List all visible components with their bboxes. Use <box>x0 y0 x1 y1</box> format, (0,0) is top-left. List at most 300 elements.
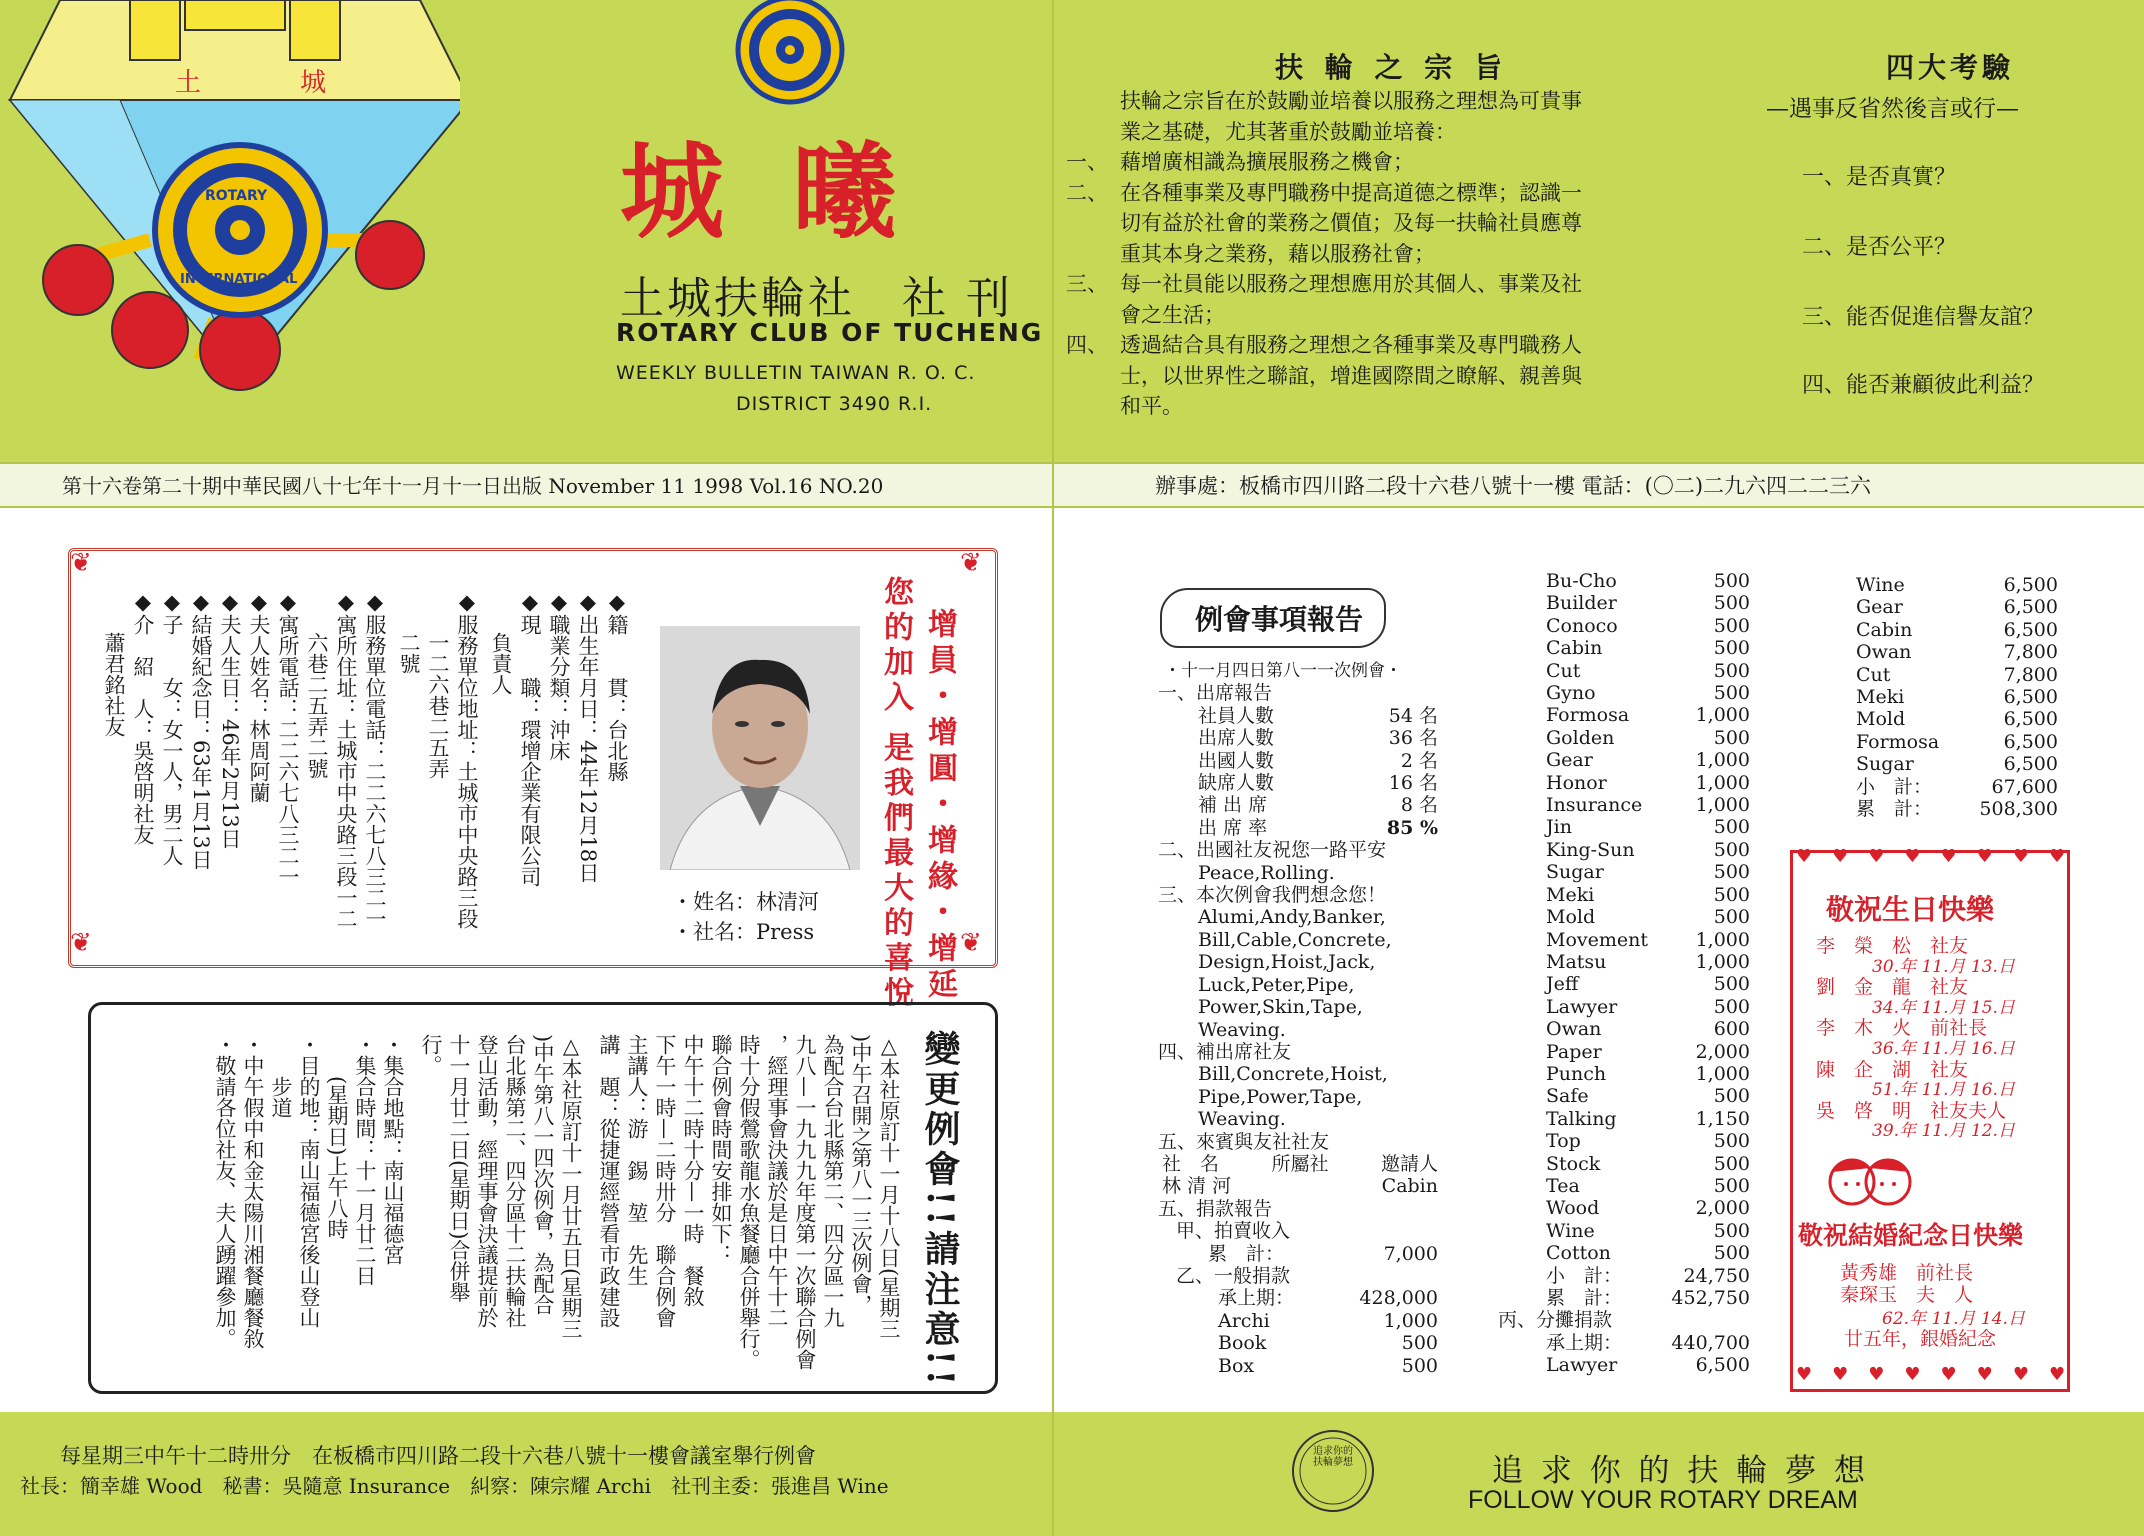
donor: Mold <box>1856 708 1906 731</box>
change-col: ・中午假中和金太陽川湘餐廳餐敘 <box>241 1034 265 1349</box>
absent-line: Weaving. <box>1198 1018 1286 1041</box>
change-col: ・集合時間：十一月廿二日 <box>353 1034 377 1286</box>
amount: 500 <box>1713 906 1750 929</box>
guest-cell: Cabin <box>1381 1175 1438 1198</box>
change-col: 時十分假鶯歌龍水魚餐廳合併舉行。 <box>737 1034 761 1370</box>
donation-row <box>1546 1153 1750 1175</box>
amount: 500 <box>1401 1354 1438 1377</box>
attendance-row <box>1198 817 1438 839</box>
anniversary-note: 廿五年，銀婚紀念 <box>1844 1328 1997 1350</box>
member-detail-col: ◆服務單位電話：二二六七八三二一 <box>363 590 387 929</box>
amount: 428,000 <box>1359 1287 1438 1310</box>
donation-row <box>1546 749 1750 771</box>
amount: 500 <box>1713 682 1750 705</box>
birthday-list <box>1816 936 2056 1142</box>
amount: 500 <box>1713 659 1750 682</box>
donation-row <box>1546 906 1750 928</box>
object-item-line: 重其本身之業務，藉以服務社會； <box>1120 241 1435 266</box>
donation-row <box>1546 973 1750 995</box>
amount: 1,000 <box>1695 950 1750 973</box>
donor: 承上期： <box>1218 1287 1295 1310</box>
amount: 500 <box>1713 995 1750 1018</box>
four-way-title: 四大考驗 <box>1886 51 2015 84</box>
attendance-label: 出席人數 <box>1198 727 1275 750</box>
member-detail-col: 蕭君銘社友 <box>102 590 126 737</box>
abroad-names: Peace,Rolling. <box>1198 861 1335 884</box>
amount: 6,500 <box>2003 596 2058 619</box>
donor: Meki <box>1546 883 1595 906</box>
four-way-item: 一、是否真實？ <box>1802 165 1957 190</box>
anniversary-date: 62.年 11.月 14.日 <box>1882 1309 2025 1329</box>
auction-total-value: 7,000 <box>1383 1242 1438 1265</box>
amount: 6,500 <box>2003 753 2058 776</box>
donation-row <box>1546 704 1750 726</box>
donor: Formosa <box>1856 730 1940 753</box>
member-detail-col: ◆寓所電話：二二六七八三二一 <box>276 590 300 887</box>
guest-col: 邀請人 <box>1380 1152 1438 1175</box>
amount: 2,000 <box>1695 1040 1750 1063</box>
member-detail-col: ◆夫人姓名：林周阿蘭 <box>247 590 271 803</box>
makeup-line: Bill,Concrete,Hoist, <box>1198 1063 1388 1086</box>
amount: 440,700 <box>1671 1331 1750 1354</box>
issue-info: 第十六卷第二十期中華民國八十七年十一月十一日出版 November 11 1998 Vol.16 NO.20 <box>62 474 884 498</box>
object-title: 扶 輪 之 宗 旨 <box>1275 51 1508 84</box>
change-col: 台北縣第二、四分區十二扶輪社 <box>503 1034 527 1328</box>
donor: Paper <box>1546 1040 1602 1063</box>
amount: 452,750 <box>1671 1287 1750 1309</box>
amount: 500 <box>1401 1332 1438 1355</box>
donation-row <box>1546 1332 1750 1354</box>
donation-row <box>1546 1108 1750 1130</box>
amount: 1,000 <box>1695 704 1750 727</box>
amount: 500 <box>1713 726 1750 749</box>
attendance-label: 缺席人數 <box>1198 772 1275 795</box>
amount: 7,800 <box>2003 663 2058 686</box>
donor: Punch <box>1546 1062 1607 1085</box>
section-title: 五、捐款報告 <box>1158 1197 1273 1220</box>
object-item-line: 士，以世界性之聯誼，增進國際間之瞭解、親善與 <box>1120 363 1582 388</box>
amount: 6,500 <box>2003 574 2058 596</box>
donation-row <box>1546 839 1750 861</box>
donation-row <box>1546 1063 1750 1085</box>
slogan-cn: 追 求 你 的 扶 輪 夢 想 <box>1492 1453 1869 1489</box>
auction-title: 甲、拍賣收入 <box>1176 1220 1291 1243</box>
donation-row <box>1546 816 1750 838</box>
amount: 6,500 <box>2003 708 2058 731</box>
attendance-label: 補 出 席 <box>1198 794 1268 817</box>
attendance-value: 36 名 <box>1388 727 1438 750</box>
auction-total <box>1158 1243 1438 1265</box>
member-detail-col: ◆出生年月日：44年12月18日 <box>576 590 600 884</box>
object-item-num: 一、 <box>1066 150 1108 174</box>
change-col: 聯合例會時間安排如下： <box>709 1034 733 1265</box>
amount: 500 <box>1713 861 1750 884</box>
section-title: 四、補出席社友 <box>1158 1040 1292 1063</box>
donor: Sugar <box>1546 861 1604 884</box>
officers-line: 社長：簡幸雄 Wood 秘書：吳隨意 Insurance 糾察：陳宗耀 Archi 社刊主委：張進昌 Wine <box>20 1474 889 1498</box>
makeup-line: Weaving. <box>1198 1108 1286 1131</box>
donation-row <box>1856 596 2058 618</box>
donation-row <box>1546 929 1750 951</box>
object-item-line: 每一社員能以服務之理想應用於其個人、事業及社 <box>1120 272 1582 296</box>
amount: 6,500 <box>2003 730 2058 753</box>
change-col: 行。 <box>419 1034 443 1076</box>
member-photo <box>660 626 860 870</box>
amount: 500 <box>1713 1174 1750 1197</box>
amount: 500 <box>1713 1242 1750 1265</box>
club-name-cn: 土城扶輪社 社 刊 <box>620 273 1013 324</box>
donation-row <box>1218 1287 1438 1309</box>
member-name: ・姓名：林清河 <box>672 890 819 914</box>
donor: Lawyer <box>1546 1354 1618 1377</box>
member-detail-col: ◆職業分類：沖床 <box>547 590 571 761</box>
change-col: ，經理事會決議於是日中午十二 <box>765 1034 789 1328</box>
amount: 24,750 <box>1683 1264 1750 1287</box>
donor: Stock <box>1546 1152 1601 1175</box>
object-body <box>1066 86 1726 422</box>
donor: Gyno <box>1546 682 1596 705</box>
object-intro-line: 扶輪之宗旨在於鼓勵並培養以服務之理想為可貴事 <box>1120 89 1582 113</box>
amount: 500 <box>1713 570 1750 592</box>
attendance-title: 一、出席報告 <box>1158 682 1273 705</box>
attendance-value: 8 名 <box>1400 794 1438 817</box>
general-donations <box>1158 1287 1438 1377</box>
donor: Book <box>1218 1332 1267 1355</box>
donor: Archi <box>1218 1309 1270 1332</box>
auction-total-label: 累 計： <box>1208 1242 1285 1265</box>
amount: 500 <box>1713 1085 1750 1108</box>
birthday-title: 敬祝生日快樂 <box>1826 893 1995 926</box>
object-item <box>1066 147 1726 178</box>
donor: Lawyer <box>1546 995 1618 1018</box>
subtotal-row <box>1546 1265 1750 1287</box>
object-item-line: 切有益於社會的業務之價值；及每一扶輪社員應尊 <box>1120 211 1582 235</box>
change-col: 九八—一九九九年度第一次聯合例會 <box>793 1034 817 1370</box>
amount: 500 <box>1713 637 1750 660</box>
donor: Builder <box>1546 592 1617 615</box>
donor: Gear <box>1546 749 1593 772</box>
district-line: DISTRICT 3490 R.I. <box>736 393 933 415</box>
donation-row <box>1546 1085 1750 1107</box>
donor: Tea <box>1546 1174 1580 1197</box>
change-col: (星期日)上午八時 <box>325 1034 349 1240</box>
member-detail-col: 二號 <box>397 590 421 674</box>
amount: 500 <box>1713 1219 1750 1242</box>
absent-line: Luck,Peter,Pipe, <box>1198 973 1355 996</box>
corner-ornament: ❦ <box>70 928 92 958</box>
member-detail-col: ◆子 女：女一人，男二人 <box>160 590 184 866</box>
member-detail-col: 六巷二五弄二號 <box>305 590 329 779</box>
corner-ornament: ❦ <box>70 548 92 578</box>
donation-row <box>1546 1354 1750 1376</box>
attendance-value: 16 名 <box>1388 772 1438 795</box>
object-item-line: 會之生活； <box>1120 302 1225 327</box>
member-detail-col: ◆介 紹 人：吳啓明社友 <box>131 590 155 845</box>
meeting-number: ・十一月四日第八一一次例會・ <box>1164 661 1402 681</box>
amount: 500 <box>1713 1152 1750 1175</box>
bulletin-line: WEEKLY BULLETIN TAIWAN R. O. C. <box>616 362 976 384</box>
change-col: △本社原訂十一月十八日(星期三 <box>877 1034 901 1340</box>
donor: Top <box>1546 1130 1581 1153</box>
masthead-title: 城 曦 <box>620 130 913 253</box>
donation-row <box>1856 641 2058 663</box>
amount: 500 <box>1713 973 1750 996</box>
donor: Box <box>1218 1354 1255 1377</box>
object-item-line: 和平。 <box>1120 394 1183 418</box>
donation-row <box>1546 1041 1750 1063</box>
change-col: 為配合台北縣第二、四分區一九 <box>821 1034 845 1328</box>
attendance-value: 54 名 <box>1388 704 1438 727</box>
member-slogan-1: 增員・增圓・增緣・增延 <box>922 608 957 1004</box>
donation-row <box>1546 637 1750 659</box>
section-title: 五、來賓與友社社友 <box>1158 1130 1330 1153</box>
attendance-label: 出國人數 <box>1198 749 1275 772</box>
object-intro-line: 業之基礎，尤其著重於鼓勵並培養： <box>1120 119 1456 144</box>
amount: 508,300 <box>1979 798 2058 821</box>
report-title: 例會事項報告 <box>1195 603 1364 636</box>
donation-row <box>1546 570 1750 592</box>
birthday-name: 李 榮 松 社友 <box>1816 935 1969 957</box>
logo-char-right: 城 <box>300 68 327 98</box>
section-title: 三、本次例會我們想念您！ <box>1158 884 1387 907</box>
attendance-list <box>1158 705 1438 839</box>
donation-row <box>1546 794 1750 816</box>
change-col: 主講人：游 錫 堃 先生 <box>625 1034 649 1286</box>
four-way-item: 二、是否公平？ <box>1802 235 1957 260</box>
change-col: )中午召開之第八一三次例會， <box>849 1034 873 1316</box>
donor: Cabin <box>1856 618 1913 641</box>
birthday-name: 陳 企 湖 社友 <box>1816 1058 1969 1081</box>
donation-row <box>1218 1310 1438 1332</box>
amount: 6,500 <box>2003 618 2058 641</box>
change-col: 登山活動，經理事會決議提前於 <box>475 1034 499 1328</box>
heart-border-top: ♥♥♥♥♥♥♥♥ <box>1796 846 2086 867</box>
donor: 小 計： <box>1546 1264 1623 1287</box>
amount: 500 <box>1713 816 1750 839</box>
donor: Owan <box>1546 1018 1602 1041</box>
donor: Meki <box>1856 686 1905 709</box>
object-item <box>1066 178 1726 270</box>
donation-row <box>1856 753 2058 775</box>
anniversary-line: 秦琛玉 夫 人 <box>1840 1284 1974 1306</box>
donation-row <box>1856 708 2058 730</box>
anniversary-title: 敬祝結婚紀念日快樂 <box>1798 1221 2024 1250</box>
attendance-row <box>1198 772 1438 794</box>
corner-ornament: ❦ <box>960 548 982 578</box>
logo-char-left: 土 <box>175 68 202 98</box>
change-col: △本社原訂十一月廿五日(星期三 <box>559 1034 583 1340</box>
donation-row <box>1546 861 1750 883</box>
report-body <box>1158 660 1438 1377</box>
dream-badge-icon <box>1290 1428 1376 1514</box>
birthday-date: 51.年 11.月 16.日 <box>1872 1080 2015 1101</box>
change-col: ・集合地點：南山福德宮 <box>381 1034 405 1265</box>
donation-row <box>1546 996 1750 1018</box>
change-col: ・目的地：南山福德宮後山登山 <box>297 1034 321 1328</box>
donation-row <box>1856 731 2058 753</box>
member-detail-col: 一二六巷二五弄 <box>426 590 450 779</box>
object-item <box>1066 269 1726 330</box>
logo-emblem-top: ROTARY <box>205 188 268 204</box>
donor: Insurance <box>1546 794 1643 817</box>
amount: 1,000 <box>1695 928 1750 951</box>
total-row <box>1856 798 2058 820</box>
amount: 500 <box>1713 592 1750 615</box>
donor: Wood <box>1546 1197 1600 1220</box>
slogan-en: FOLLOW YOUR ROTARY DREAM <box>1468 1486 1858 1514</box>
amount: 500 <box>1713 1130 1750 1153</box>
object-item-line: 在各種事業及專門職務中提高道德之標準；認識一 <box>1120 180 1582 205</box>
heart-border-bottom: ♥♥♥♥♥♥♥♥ <box>1796 1364 2086 1385</box>
attendance-label: 出 席 率 <box>1198 816 1268 839</box>
amount: 67,600 <box>1991 775 2058 798</box>
donor: Safe <box>1546 1085 1589 1108</box>
guest-row <box>1158 1175 1438 1197</box>
change-col: )中午第八一四次例會，為配合 <box>531 1034 555 1316</box>
donor: Sugar <box>1856 753 1914 776</box>
donation-row <box>1546 1242 1750 1264</box>
member-detail-col: ◆籍 貫：台北縣 <box>605 590 629 782</box>
donor: Honor <box>1546 771 1607 794</box>
makeup-line: Pipe,Power,Tape, <box>1198 1085 1363 1108</box>
makeup-names <box>1158 1063 1438 1130</box>
donation-row <box>1546 1220 1750 1242</box>
absent-line: Bill,Cable,Concrete, <box>1198 928 1392 951</box>
donor: Talking <box>1546 1107 1617 1130</box>
donor: Wine <box>1546 1219 1595 1242</box>
amount: 500 <box>1713 838 1750 861</box>
donor: 小 計： <box>1856 775 1933 798</box>
member-detail-col: ◆現 職：環增企業有限公司 <box>518 590 542 887</box>
guest-header <box>1158 1153 1438 1175</box>
amount: 7,800 <box>2003 641 2058 664</box>
total-row <box>1546 1287 1750 1309</box>
donation-row <box>1218 1355 1438 1377</box>
change-col: 步道 <box>269 1034 293 1118</box>
attendance-row <box>1198 727 1438 749</box>
absent-names <box>1158 906 1438 1040</box>
anniversary-line: 黃秀雄 前社長 <box>1840 1262 1974 1284</box>
donor: Gear <box>1856 596 1903 619</box>
donor: 累 計： <box>1856 798 1933 821</box>
birthday-date: 34.年 11.月 15.日 <box>1872 997 2015 1018</box>
amount: 500 <box>1713 883 1750 906</box>
member-detail-col: ◆夫人生日：46年2月13日 <box>218 590 242 849</box>
guest-cell: 林 清 河 <box>1162 1175 1232 1198</box>
change-title: 變更例會!!請注意!! <box>919 1030 961 1390</box>
attendance-value: 85 % <box>1386 816 1438 839</box>
rotary-wheel-icon <box>730 0 850 110</box>
amount: 1,000 <box>1695 1062 1750 1085</box>
absent-line: Power,Skin,Tape, <box>1198 996 1363 1019</box>
member-nickname: ・社名：Press <box>672 920 815 944</box>
amount: 1,150 <box>1695 1107 1750 1130</box>
donation-row <box>1546 682 1750 704</box>
member-detail-col: ◆寓所住址：土城市中央路三段一二 <box>334 590 358 929</box>
guest-col: 社 名 <box>1162 1152 1220 1175</box>
attendance-row <box>1198 750 1438 772</box>
donation-row <box>1546 727 1750 749</box>
member-slogan-2: 您的加入 是我們最大的喜悅 <box>878 576 913 1012</box>
donation-row <box>1856 664 2058 686</box>
donor: Cut <box>1546 659 1581 682</box>
member-detail-col: 負責人 <box>489 590 513 695</box>
donor: Conoco <box>1546 614 1618 637</box>
donor: Cut <box>1856 663 1891 686</box>
donation-row <box>1218 1332 1438 1354</box>
donor: Formosa <box>1546 704 1630 727</box>
subtotal-row <box>1856 776 2058 798</box>
donation-row <box>1546 772 1750 794</box>
donor: 承上期： <box>1546 1331 1623 1354</box>
donor: Cotton <box>1546 1242 1611 1265</box>
object-item-num: 二、 <box>1066 180 1108 205</box>
amount: 6,500 <box>2003 686 2058 709</box>
change-col: 中午十二時十分—一時 餐敘 <box>681 1034 705 1307</box>
amount: 1,000 <box>1695 749 1750 772</box>
object-item <box>1066 330 1726 422</box>
donation-row <box>1546 1018 1750 1040</box>
amount: 600 <box>1713 1018 1750 1041</box>
donation-row <box>1546 1175 1750 1197</box>
object-item-num: 三、 <box>1066 272 1108 296</box>
logo-emblem-bottom: INTERNATIONAL <box>180 272 298 287</box>
fold-line <box>1052 0 1054 1536</box>
donation-row <box>1546 615 1750 637</box>
donation-row <box>1856 686 2058 708</box>
section-title: 二、出國社友祝您一路平安 <box>1158 839 1387 862</box>
four-way-item: 三、能否促進信譽友誼？ <box>1802 305 2045 330</box>
guest-col: 所屬社 <box>1271 1152 1329 1175</box>
change-col: ・敬請各位社友、夫人踴躍參加。 <box>213 1034 237 1349</box>
donor: Cabin <box>1546 637 1603 660</box>
donation-row <box>1856 574 2058 596</box>
donor: Matsu <box>1546 950 1607 973</box>
member-detail-col: ◆服務單位地址：土城市中央路三段 <box>455 590 479 929</box>
donations-middle <box>1498 570 1750 1377</box>
amount: 1,000 <box>1695 771 1750 794</box>
meeting-schedule: 每星期三中午十二時卅分 在板橋市四川路二段十六巷八號十一樓會議室舉行例會 <box>60 1444 816 1468</box>
attendance-value: 2 名 <box>1400 749 1438 772</box>
donor: Bu-Cho <box>1546 570 1617 592</box>
donor: 累 計： <box>1546 1287 1623 1309</box>
donor: Mold <box>1546 906 1596 929</box>
donor: Jin <box>1546 816 1572 839</box>
donation-row <box>1856 619 2058 641</box>
donations-right <box>1856 574 2058 820</box>
four-way-subtitle: —遇事反省然後言或行— <box>1766 96 2019 122</box>
shared-donation-title: 丙、分攤捐款 <box>1498 1309 1613 1332</box>
donor: Wine <box>1856 574 1905 596</box>
dream-badge-text: 追求你的扶輪夢想 <box>1313 1446 1353 1468</box>
donation-row <box>1546 951 1750 973</box>
object-item-line: 透過結合具有服務之理想之各種事業及專門職務人 <box>1120 333 1582 357</box>
donation-row <box>1546 660 1750 682</box>
amount: 2,000 <box>1695 1197 1750 1220</box>
attendance-label: 社員人數 <box>1198 704 1275 727</box>
object-item-line: 藉增廣相識為擴展服務之機會； <box>1120 150 1414 174</box>
donor: Movement <box>1546 928 1649 951</box>
birthday-name: 劉 金 龍 社友 <box>1816 976 1969 999</box>
object-item-num: 四、 <box>1066 333 1108 357</box>
donation-row <box>1546 884 1750 906</box>
amount: 1,000 <box>1695 794 1750 817</box>
attendance-row <box>1198 794 1438 816</box>
absent-line: Alumi,Andy,Banker, <box>1198 906 1386 929</box>
birthday-date: 39.年 11.月 12.日 <box>1872 1121 2015 1142</box>
corner-ornament: ❦ <box>960 928 982 958</box>
birthday-date: 36.年 11.月 16.日 <box>1872 1038 2015 1059</box>
